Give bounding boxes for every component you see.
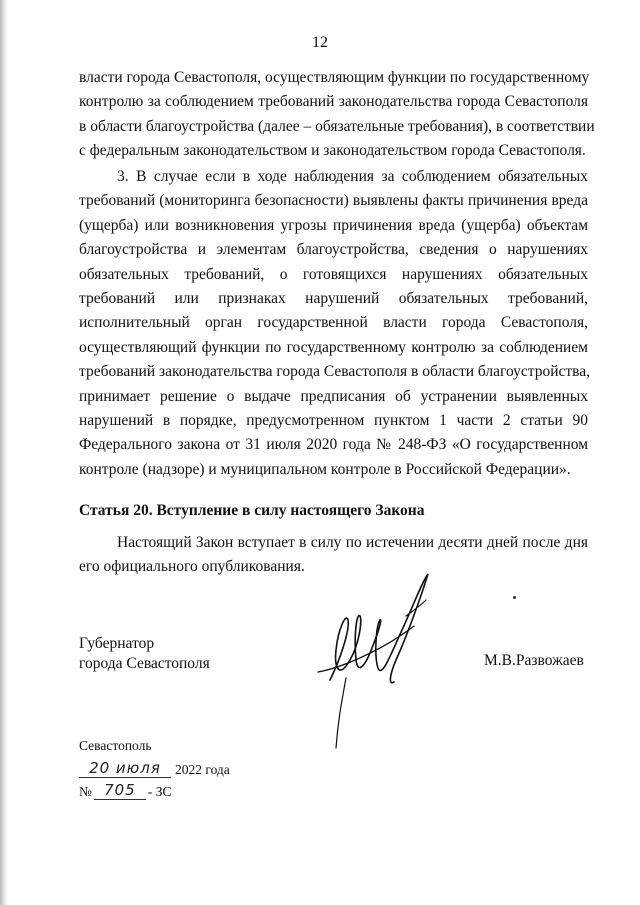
signatory-title [79, 634, 210, 674]
text-line: в области благоустройства (далее – обязательные требования), в соответствии [79, 117, 595, 135]
signatory-title-line: Губернатор [79, 635, 155, 652]
number-suffix: - ЗС [147, 784, 172, 799]
signatory-name: М.В.Развожаев [484, 652, 584, 669]
text-line: требований или признаках нарушений обязательных требований, [79, 289, 588, 307]
place-of-signing: Севастополь [79, 738, 152, 753]
text-line: контроле (надзоре) и муниципальном контроле в Российской Федерации». [79, 460, 571, 478]
date-year: 2022 года [175, 762, 230, 777]
text-line: принимает решение о выдаче предписания об устранении выявленных [79, 387, 588, 405]
text-line: с федеральным законодательством и законодательством города Севастополя. [79, 142, 586, 160]
article-heading: Статья 20. Вступление в силу настоящего Закона [79, 502, 425, 519]
text-line: исполнительный орган государственной власти города Севастополя, [79, 314, 588, 332]
handwritten-signature [310, 560, 460, 760]
number-sign: № [79, 784, 92, 799]
text-line: обязательных требований, о готовящихся нарушениях обязательных [79, 265, 588, 283]
text-line: 3. В случае если в ходе наблюдения за соблюдением обязательных [117, 168, 588, 185]
text-line: требований законодательства города Севастополя в области благоустройства, [79, 363, 591, 381]
page-number: 12 [312, 34, 328, 51]
text-line: власти города Севастополя, осуществляющим функции по государственному [79, 69, 590, 86]
text-line: требований (мониторинга безопасности) выявлены факты причинения вреда [79, 192, 588, 210]
text-line: Настоящий Закон вступает в силу по истечении десяти дней после дня [117, 534, 588, 551]
handwritten-number: 705 [94, 781, 146, 800]
text-line: контролю за соблюдением требований законодательства города Севастополя [79, 93, 588, 111]
text-line: Федерального закона от 31 июля 2020 года № 248-ФЗ «О государственном [79, 436, 588, 454]
law-number-line [79, 776, 172, 800]
paragraph-item-3 [79, 165, 591, 482]
text-line: нарушений в порядке, предусмотренном пунктом 1 части 2 статьи 90 [79, 411, 588, 429]
signatory-title-line: города Севастополя [79, 655, 210, 672]
text-line: (ущерба) или возникновения угрозы причинения вреда (ущерба) объектам [79, 216, 588, 234]
handwritten-date: 20 июля [79, 759, 171, 778]
date-line [79, 756, 230, 778]
paragraph-continuation [79, 66, 595, 164]
scan-edge-shadow [0, 0, 8, 905]
ink-dot [513, 596, 516, 599]
text-line: осуществляющий функции по государственному контролю за соблюдением [79, 338, 588, 356]
text-line: благоустройства и элементам благоустройства, сведения о нарушениях [79, 241, 588, 259]
text-line: его официального опубликования. [79, 558, 305, 576]
